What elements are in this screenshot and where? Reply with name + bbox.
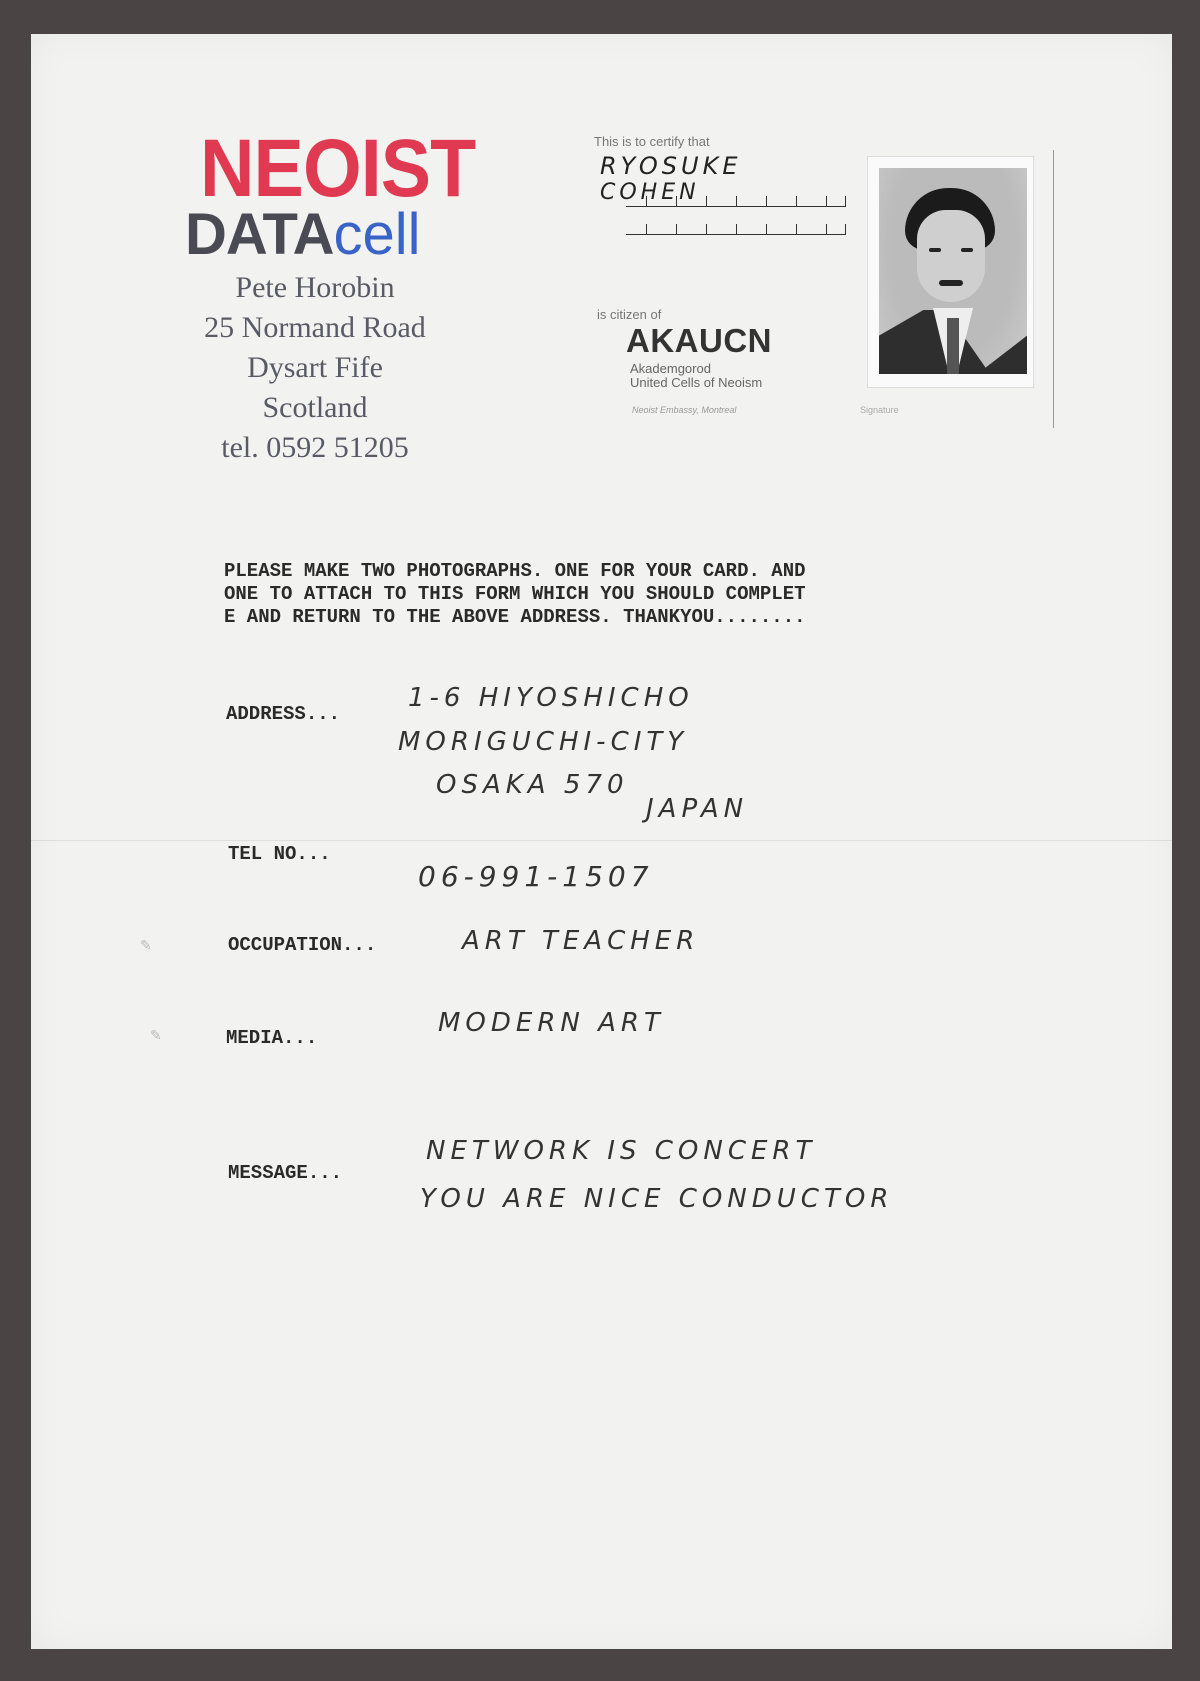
- sender-street: 25 Normand Road: [204, 311, 426, 344]
- card-name-line2: COHEN: [600, 180, 700, 205]
- sender-name: Pete Horobin: [235, 271, 395, 304]
- message-line-2: YOU ARE NICE CONDUCTOR: [420, 1184, 894, 1214]
- address-label: ADDRESS...: [226, 703, 341, 725]
- instruction-line-3: E AND RETURN TO THE ABOVE ADDRESS. THANKYOU........: [224, 606, 806, 628]
- name-ruler-1: [626, 206, 846, 207]
- media-value: MODERN ART: [438, 1008, 665, 1038]
- occupation-label: OCCUPATION...: [228, 934, 377, 956]
- address-line-2: MORIGUCHI-CITY: [398, 727, 689, 757]
- tel-value: 06-991-1507: [418, 860, 654, 893]
- instructions: [224, 560, 806, 629]
- instruction-line-1: PLEASE MAKE TWO PHOTOGRAPHS. ONE FOR YOUR CARD. AND: [224, 560, 806, 582]
- sender-phone: tel. 0592 51205: [221, 431, 409, 464]
- akad-line1: Akademgorod: [630, 361, 711, 376]
- tel-label: TEL NO...: [228, 843, 331, 865]
- pencil-note-1: ✎: [140, 938, 152, 954]
- card-name-line1: RYOSUKE: [600, 152, 742, 180]
- cell-word: cell: [333, 202, 421, 267]
- card-edge-line: [1053, 150, 1054, 428]
- akad-line2: United Cells of Neoism: [630, 375, 763, 390]
- signature-label: Signature: [860, 405, 899, 415]
- media-label: MEDIA...: [226, 1027, 318, 1049]
- sender-country: Scotland: [262, 391, 368, 424]
- address-line-3: OSAKA 570: [436, 770, 629, 800]
- address-line-4: JAPAN: [646, 794, 749, 824]
- citizenship-code: AKAUCN: [626, 322, 772, 359]
- fold-line: [31, 840, 1172, 841]
- datacell-stamp: [185, 202, 421, 267]
- instruction-line-2: ONE TO ATTACH TO THIS FORM WHICH YOU SHOULD COMPLET: [224, 583, 806, 605]
- address-line-1: 1-6 HIYOSHICHO: [408, 683, 694, 713]
- neoist-stamp: NEOIST: [200, 123, 476, 214]
- message-label: MESSAGE...: [228, 1162, 343, 1184]
- message-line-1: NETWORK IS CONCERT: [426, 1136, 817, 1166]
- name-ruler-2: [626, 234, 846, 235]
- embassy-label: Neoist Embassy, Montreal: [632, 405, 737, 415]
- pencil-note-2: ✎: [150, 1028, 162, 1044]
- certify-label: This is to certify that: [594, 134, 710, 149]
- sender-town: Dysart Fife: [247, 351, 383, 384]
- sender-address: [170, 268, 460, 468]
- citizen-label: is citizen of: [597, 307, 662, 322]
- occupation-value: ART TEACHER: [462, 926, 700, 956]
- portrait-photo: [879, 168, 1027, 374]
- data-word: DATA: [185, 202, 334, 267]
